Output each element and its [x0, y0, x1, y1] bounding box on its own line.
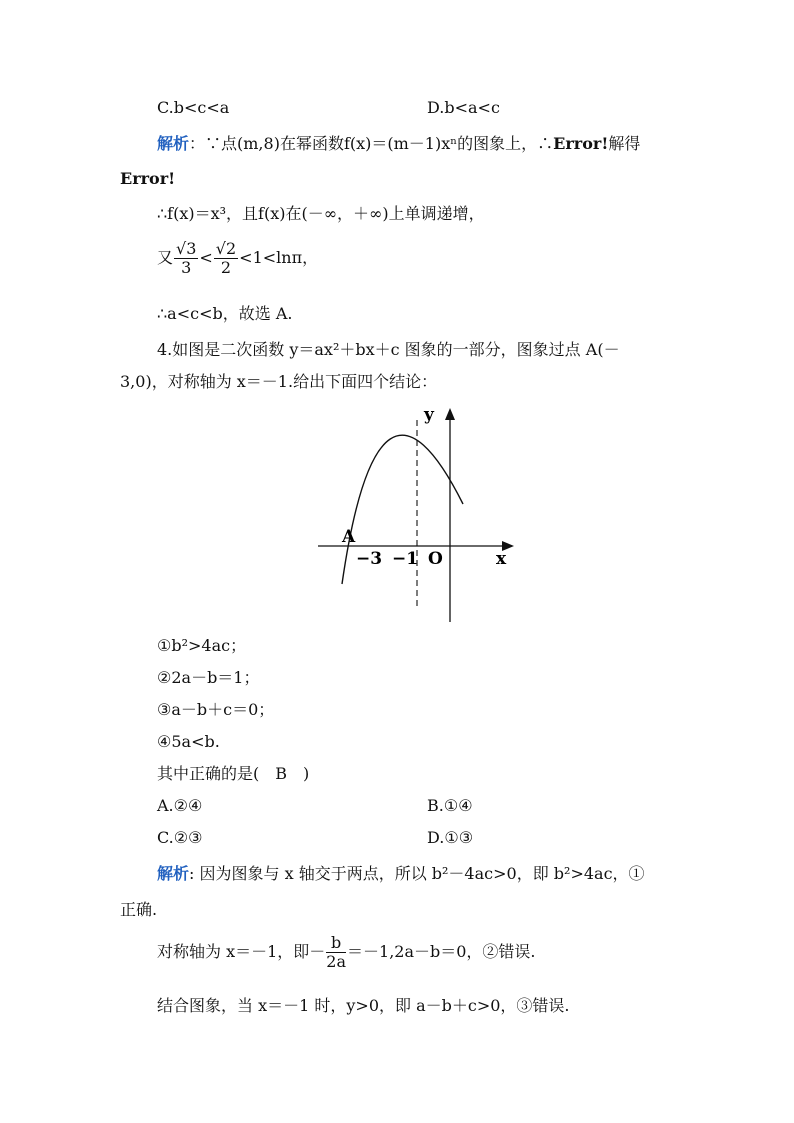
y-axis-arrow: [445, 408, 455, 420]
q4-statement-2: ②2a－b＝1；: [157, 668, 260, 687]
q4-analysis-line-3: 结合图象，当 x＝－1 时，y>0，即 a－b＋c>0，③错误.: [157, 996, 570, 1015]
q4-analysis-line-1-cont: 正确.: [120, 900, 158, 919]
q3-step-2: [157, 238, 318, 278]
analysis-2-suffix: ＝－1,2a－b＝0，②错误.: [347, 942, 536, 961]
q3-option-c: C.b<c<a: [157, 98, 230, 117]
error-text: Error!: [553, 134, 609, 153]
analysis-text: : 因为图象与 x 轴交于两点，所以 b²－4ac>0，即 b²>4ac，①: [189, 864, 645, 883]
fraction-denominator: 2: [220, 258, 232, 277]
analysis-2-prefix: 对称轴为 x＝－1，即－: [157, 942, 326, 961]
fraction-numerator: √2: [215, 239, 237, 258]
origin-label: O: [428, 549, 443, 569]
q4-option-c: C.②③: [157, 828, 203, 847]
q4-question: 其中正确的是( B ): [157, 764, 310, 783]
solve-text: 解得: [608, 134, 641, 153]
analysis-label: 解析: [157, 864, 190, 883]
q4-stem-line-1: 4.如图是二次函数 y＝ax²＋bx＋c 图象的一部分，图象过点 A(－: [157, 340, 620, 359]
q4-statement-1: ①b²>4ac；: [157, 636, 247, 655]
fraction-denominator: 2a: [326, 952, 347, 971]
q3-conclusion: ∴a<c<b，故选 A.: [157, 304, 293, 323]
fraction-numerator: √3: [176, 239, 197, 258]
q3-analysis-line-1: [157, 134, 640, 154]
fraction-numerator: b: [326, 934, 346, 953]
tick-label-neg3: −3: [356, 549, 383, 569]
step-2-suffix: <1<lnπ，: [239, 248, 319, 267]
x-axis-label: x: [496, 549, 507, 569]
parabola-graph: [316, 400, 526, 625]
q4-option-b: B.①④: [427, 796, 473, 815]
q4-stem-line-2: 3,0)，对称轴为 x＝－1.给出下面四个结论：: [120, 372, 438, 391]
fraction-sqrt2-over-2: [214, 240, 238, 277]
analysis-text: ：∵点(m,8)在幂函数f(x)＝(m－1)xⁿ的图象上，∴: [189, 134, 554, 153]
error-text: Error!: [120, 169, 176, 188]
tick-label-neg1: −1: [392, 549, 419, 569]
q4-analysis-line-1: [157, 864, 645, 884]
fraction-sqrt3-over-3: [174, 240, 198, 277]
q4-option-a: A.②④: [157, 796, 203, 815]
q3-step-1: ∴f(x)＝x³，且f(x)在(－∞，＋∞)上单调递增，: [157, 204, 485, 223]
fraction-b-over-2a: [326, 934, 346, 971]
q4-statement-4: ④5a<b.: [157, 732, 220, 751]
y-axis-label: y: [424, 405, 434, 425]
q4-analysis-line-2: [157, 932, 536, 972]
analysis-label: 解析: [157, 134, 190, 153]
fraction-denominator: 3: [181, 258, 192, 277]
q4-option-d: D.①③: [427, 828, 474, 847]
q4-statement-3: ③a－b＋c＝0；: [157, 700, 275, 719]
step-2-prefix: 又: [157, 248, 174, 267]
less-than: <: [199, 248, 213, 267]
q3-option-d: D.b<a<c: [427, 98, 500, 117]
point-a-label: A: [342, 527, 356, 547]
